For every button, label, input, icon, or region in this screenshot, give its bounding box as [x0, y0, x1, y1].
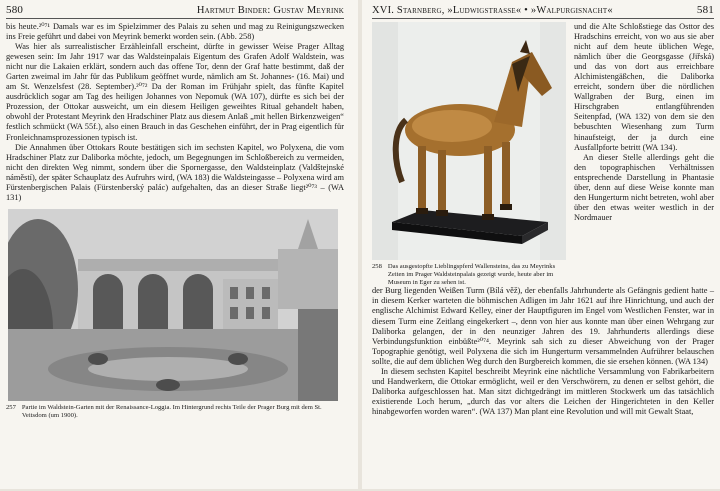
figure-258-caption-text: Das ausgestopfte Lieblingspferd Wallensteins, das zu Meyrinks Zeiten im Prager Waldsteinpalais gezeigt wurde, heute aber im Museum in Eger zu sehen ist. — [387, 263, 556, 286]
figure-257 — [6, 209, 344, 420]
right-side-column — [574, 22, 714, 286]
stuffed-horse-photo — [372, 22, 566, 260]
horse-illustration — [372, 22, 566, 260]
right-paragraph-1: der Burg liegenden Weißen Turm (Bílá věž), der ebenfalls Jahrhunderte als Gefängnis gedient hatte – in diesem Kerker warteten die böhmischen Adligen im Jahr 1621 auf ihre Hinrichtung, und auch der englische Alchimist Edward Kelley, einer der Hauptfiguren im Engel vom Westlichen Fenster, war in diesem Turm eine Zeitlang eingekerkert –, denn von hier aus konnte man über einen Wehrgang zur Daliborka gelangen, der in den neunziger Jahren des 19. Jahrhunderts allerdings diese Verbindungsfunktion einbüßte²⁰⁷⁴. Meyrink sah sich zu dieser Abweichung von der Prager Topographie genötigt, weil Polyxena die sich im Hungerturm versammelnden Aufrührer belauschen sollte, die auf dem üblichen Weg durch den Burgbereich kommen, die sie ersehen können. (WA 134) — [372, 286, 714, 366]
left-running-head — [6, 4, 344, 19]
left-paragraph-3: Die Annahmen über Ottokars Route bestätigen sich im sechsten Kapitel, wo Polyxena, die vom Hradschiner Platz zur Daliborka möchte, jedoch, um Begegnungen im Schloßbereich zu vermeiden, nicht den direkten Weg nimmt, sondern über die Spornergasse, den Waldsteinplatz (Valdštejnské náměstí), der später Schauplatz des Aufruhrs wird, (WA 183) die Waldsteingasse – Polyxena wird am Fürstenbergischen Palais (Fürstenberský palác) aufgehalten, das an dieser Straße liegt²⁰⁷³ – (WA 131) — [6, 142, 344, 202]
right-page — [362, 0, 720, 489]
figure-257-number: 257 — [6, 403, 16, 411]
left-paragraph-1: bis heute.²⁰⁷¹ Damals war es im Spielzimmer des Palais zu sehen und mag zu Reinigungszwecken ins Freie geführt und dabei von Meyrink bemerkt worden sein. (Abb. 258) — [6, 22, 344, 42]
left-running-title: Hartmut Binder: Gustav Meyrink — [196, 5, 344, 16]
waldstein-garden-photo — [8, 209, 338, 401]
right-column-paragraph-1: und die Alte Schloßstiege das Osttor des Hradschins erreicht, von wo aus sie aber nicht auf dem heute üblichen Wege, nämlich über die Georgsgasse (Jiřská) und das von dort aus erreichbare Alchimistengäßchen, die Daliborka erreicht, sondern über die nördlichen Wallgraben der Burg, einen im Hirschgraben entlangführenden Seitenpfad, (WA 132) von dem sie den bebuschten Wiesenhang zum Turm hinaufsteigt, der ja durch eine Ausfallpforte betritt (WA 134). — [574, 22, 714, 152]
right-running-head — [372, 4, 714, 19]
left-paragraph-2: Was hier als surrealistischer Erzähleinfall erscheint, dürfte in gewisser Weise Prager Alltag gewesen sein: Im Jahr 1917 war das Waldsteinpalais Eigentum des Grafen Adolf Waldstein, was nicht nur die Lakaien erklärt, sondern auch das offene Tor, denn der Graf hatte bestimmt, daß der Garten zweimal im Jahr für das Publikum geöffnet wurde, nämlich am St. Johannes- (16. Mai) und am St. Wenzelsfest (28. September).²⁰⁷² Da der Roman im Frühjahr spielt, das fünfte Kapitel ausdrücklich sogar am Tag des heiligen Johannes von Nepomuk (WA 107), dürfte es sich bei der Prozession, der Ottokar ausweicht, um ein diesem Heiligen geweihtes Ritual gehandelt haben, obwohl der Protestant Meyrink den Hradschiner Platz aus diesem Anlaß „mit hellen Birkenzweigen“ festlich schmückt (WA 55f.), also einen Brauch in das Geschehen einführt, der in Prag eigentlich für Fronleichnamsprozessionen typisch ist. — [6, 42, 344, 142]
garden-loggia-illustration — [8, 209, 338, 401]
left-page — [0, 0, 358, 489]
right-running-title: XVI. Starnberg, »Ludwigstrasse« • »Walpurgisnacht« — [372, 5, 613, 16]
figure-258 — [372, 22, 568, 286]
figure-258-number: 258 — [372, 263, 382, 270]
figure-257-caption-text: Partie im Waldstein-Garten mit der Renaissance-Loggia. Im Hintergrund rechts Teile der Prager Burg mit dem St. Veitsdom (um 1900). — [21, 403, 322, 419]
right-paragraph-2: In diesem sechsten Kapitel beschreibt Meyrink eine nächtliche Versammlung von Fabrikarbeitern und Handwerkern, die Ottokar ermöglicht, weil er den Verschwörern, zu denen er selbst gehört, die Daliborka aufgeschlossen hat. Man sitzt dichtgedrängt im mittleren Stockwerk um das tatsächlich existierende Loch herum, „durch das vor alters die Leichen der Hingerichteten in den Keller hinabgeworfen worden waren“. (WA 137) Man plant eine Revolution und will mit Gewalt Staat, — [372, 366, 714, 416]
right-top-section — [372, 22, 714, 286]
right-column-paragraph-2: An dieser Stelle allerdings geht die den topographischen Verhältnissen entsprechende Darstellung in Phantasie über, denn auf diese Weise konnte man den Hungerturm nicht betreten, wohl aber über den etwas weiter westlich in der Nordmauer — [574, 152, 714, 222]
right-page-number: 581 — [696, 4, 714, 16]
figure-257-caption — [6, 404, 344, 420]
figure-258-caption — [372, 263, 568, 286]
left-page-number: 580 — [6, 4, 24, 16]
